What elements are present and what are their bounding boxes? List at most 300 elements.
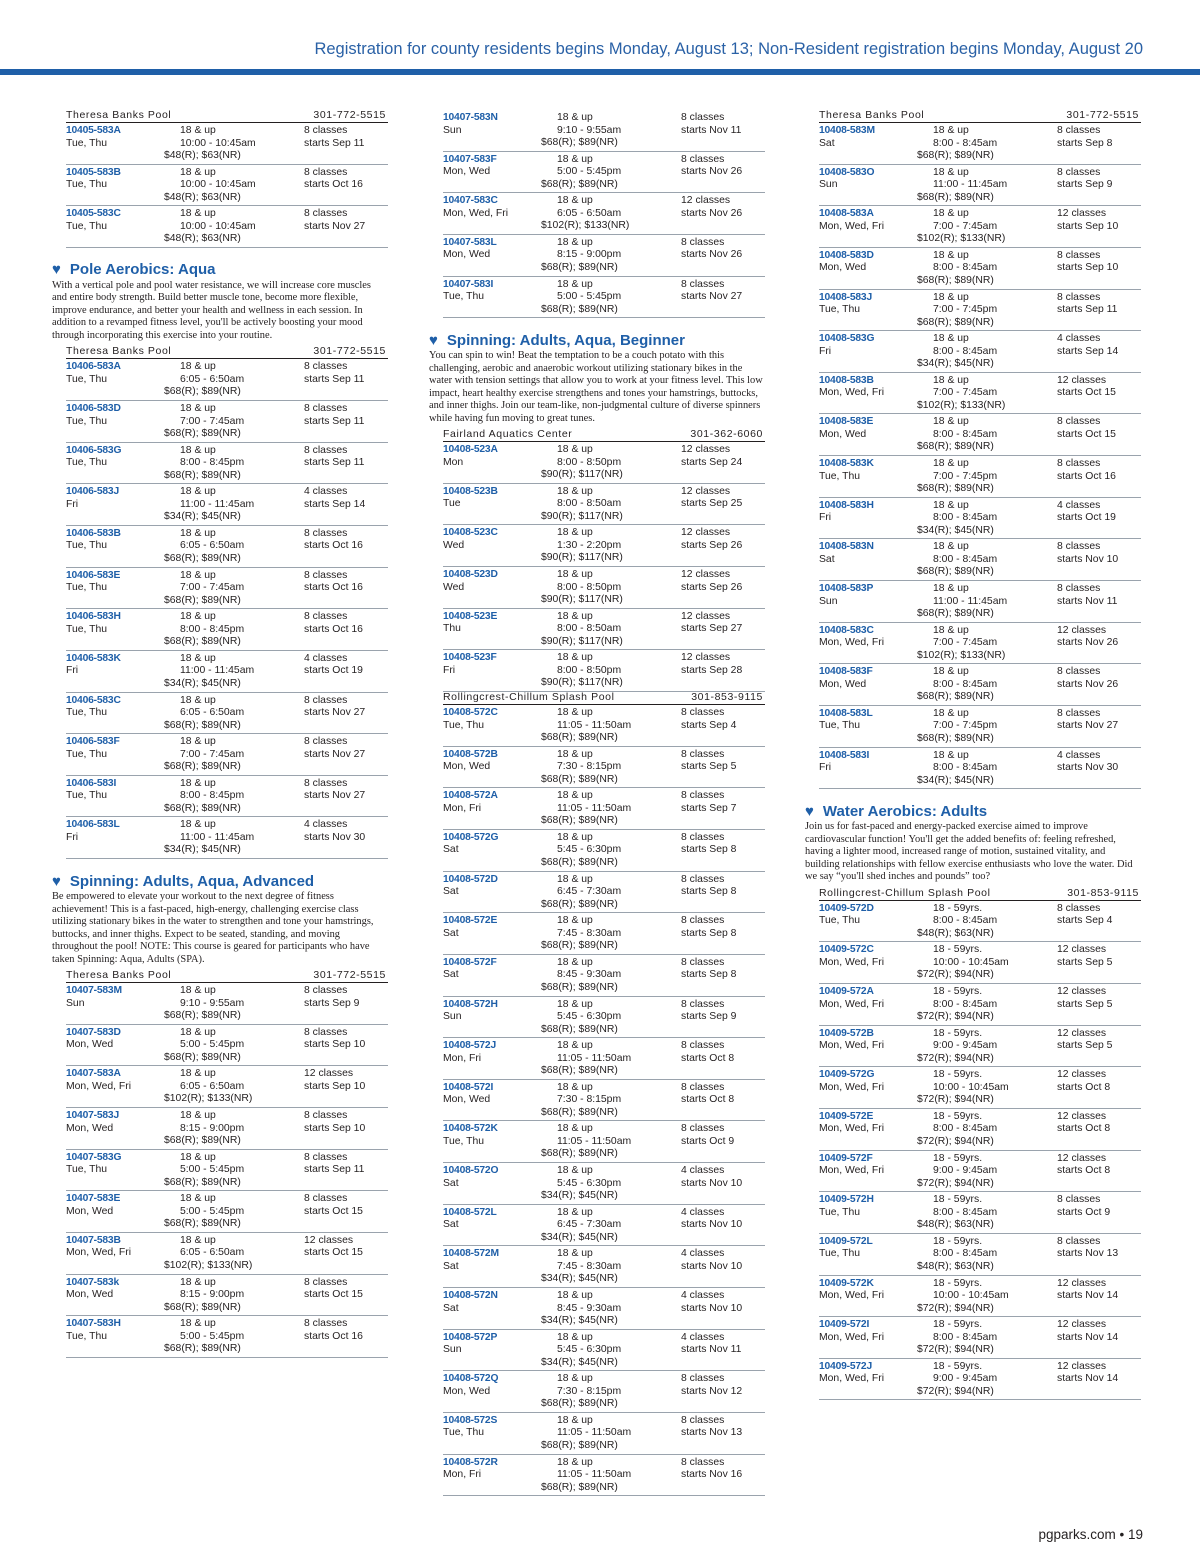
class-time: 6:05 - 6:50am [180, 707, 245, 719]
course-code[interactable]: 10406-583K [66, 652, 121, 664]
course-code[interactable]: 10409-572H [819, 1194, 874, 1206]
start-date: starts Oct 15 [304, 1289, 363, 1301]
course-code[interactable]: 10408-523D [443, 569, 498, 581]
class-count: 8 classes [1057, 416, 1101, 428]
course-code[interactable]: 10408-572R [443, 1456, 498, 1468]
age-range: 18 & up [180, 736, 216, 748]
course-code[interactable]: 10407-583N [443, 112, 498, 123]
course-code[interactable]: 10408-572M [443, 1248, 499, 1260]
age-range: 18 & up [557, 610, 593, 622]
class-time: 10:00 - 10:45am [180, 179, 256, 191]
class-count: 12 classes [304, 1068, 354, 1080]
location-phone: 301-772-5515 [313, 109, 386, 121]
class-row [819, 290, 1141, 332]
location-phone: 301-853-9115 [691, 691, 763, 704]
course-code[interactable]: 10409-572L [819, 1235, 873, 1247]
class-count: 8 classes [304, 1110, 348, 1122]
class-fee: $102(R); $133(NR) [164, 1093, 253, 1105]
age-range: 18 & up [557, 1123, 593, 1135]
start-date: starts Nov 27 [1057, 720, 1119, 732]
class-count: 12 classes [1057, 1110, 1107, 1122]
course-code[interactable]: 10408-583N [819, 541, 874, 553]
class-count: 8 classes [304, 1318, 348, 1330]
course-code[interactable]: 10409-572B [819, 1027, 874, 1039]
class-fee: $72(R); $94(NR) [917, 1052, 994, 1064]
section-title-text: Spinning: Adults, Aqua, Advanced [69, 872, 315, 890]
course-code[interactable]: 10406-583H [66, 611, 121, 623]
age-range: 18 - 59yrs. [933, 1277, 983, 1289]
start-date: starts Oct 16 [304, 1330, 363, 1342]
class-row [66, 609, 388, 651]
course-code[interactable]: 10407-583F [443, 153, 497, 165]
class-time: 5:45 - 6:30pm [557, 844, 622, 856]
class-count: 8 classes [304, 208, 348, 220]
course-code[interactable]: 10408-572O [443, 1165, 499, 1177]
start-date: starts Nov 26 [681, 207, 743, 219]
class-count: 4 classes [1057, 333, 1101, 345]
class-count: 8 classes [681, 748, 725, 760]
class-days: Mon [443, 456, 464, 468]
class-row [819, 748, 1141, 790]
class-count: 8 classes [681, 873, 725, 885]
course-code[interactable]: 10408-583G [819, 333, 875, 345]
course-code[interactable]: 10408-583P [819, 583, 874, 595]
class-row [443, 1038, 765, 1080]
course-code[interactable]: 10409-572J [819, 1360, 872, 1372]
age-range: 18 & up [933, 291, 969, 303]
age-range: 18 & up [557, 236, 593, 248]
class-days: Fri [443, 664, 456, 676]
class-time: 9:00 - 9:45am [933, 1373, 998, 1385]
course-code[interactable]: 10406-583B [66, 527, 121, 539]
class-time: 8:00 - 8:45am [933, 678, 998, 690]
age-range: 18 & up [180, 694, 216, 706]
class-count: 8 classes [1057, 1194, 1101, 1206]
age-range: 18 & up [933, 666, 969, 678]
age-range: 18 & up [933, 166, 969, 178]
location-name: Rollingcrest-Chillum Splash Pool [443, 691, 615, 704]
class-time: 11:05 - 11:50am [557, 719, 632, 731]
class-count: 8 classes [304, 166, 348, 178]
course-code[interactable]: 10409-572G [819, 1069, 875, 1081]
start-date: starts Oct 19 [1057, 512, 1116, 524]
class-days: Mon, Wed, Fri [819, 220, 885, 232]
age-range: 18 - 59yrs. [933, 1235, 983, 1247]
class-count: 8 classes [681, 278, 725, 290]
location-header [66, 110, 388, 123]
class-fee: $102(R); $133(NR) [164, 1259, 253, 1271]
location-header [66, 346, 388, 359]
class-row [443, 1205, 765, 1247]
class-time: 5:45 - 6:30pm [557, 1011, 622, 1023]
age-range: 18 - 59yrs. [933, 1110, 983, 1122]
course-code[interactable]: 10408-572I [443, 1081, 494, 1093]
course-code[interactable]: 10409-572D [819, 902, 874, 914]
course-code[interactable]: 10408-583M [819, 125, 875, 136]
course-code[interactable]: 10406-583G [66, 444, 122, 456]
class-days: Tue, Thu [443, 1135, 485, 1147]
class-count: 8 classes [681, 998, 725, 1010]
course-code[interactable]: 10407-583C [443, 195, 498, 207]
course-code[interactable]: 10408-572B [443, 748, 498, 760]
class-count: 8 classes [681, 915, 725, 927]
class-time: 8:00 - 8:45am [933, 262, 998, 274]
course-code[interactable]: 10408-583K [819, 458, 874, 470]
course-code[interactable]: 10408-572C [443, 707, 498, 719]
age-range: 18 - 59yrs. [933, 1360, 983, 1372]
age-range: 18 & up [557, 956, 593, 968]
course-code[interactable]: 10406-583A [66, 361, 121, 373]
course-code[interactable]: 10409-572A [819, 986, 874, 998]
age-range: 18 & up [180, 1110, 216, 1122]
class-days: Tue, Thu [66, 179, 108, 191]
course-code[interactable]: 10407-583H [66, 1318, 121, 1330]
course-code[interactable]: 10405-583A [66, 125, 121, 136]
start-date: starts Oct 16 [304, 179, 363, 191]
class-time: 6:05 - 6:50am [180, 1247, 245, 1259]
class-count: 8 classes [1057, 583, 1101, 595]
class-time: 8:15 - 9:00pm [180, 1289, 245, 1301]
class-time: 11:00 - 11:45am [180, 665, 255, 677]
start-date: starts Nov 11 [681, 1344, 742, 1356]
start-date: starts Nov 27 [304, 748, 366, 760]
class-time: 9:00 - 9:45am [933, 1165, 998, 1177]
course-code[interactable]: 10407-583M [66, 985, 122, 997]
course-code[interactable]: 10408-523A [443, 444, 498, 456]
class-row [443, 1080, 765, 1122]
course-code[interactable]: 10408-572G [443, 831, 499, 843]
column-middle [429, 110, 765, 1496]
class-time: 6:45 - 7:30am [557, 886, 622, 898]
class-fee: $34(R); $45(NR) [164, 677, 241, 689]
course-code[interactable]: 10406-583F [66, 736, 120, 748]
class-fee: $72(R); $94(NR) [917, 1135, 994, 1147]
course-code[interactable]: 10409-572K [819, 1277, 874, 1289]
age-range: 18 & up [557, 873, 593, 885]
age-range: 18 - 59yrs. [933, 1194, 983, 1206]
class-days: Fri [819, 762, 832, 774]
class-row [819, 942, 1141, 984]
class-row [66, 1025, 388, 1067]
course-code[interactable]: 10407-583B [66, 1234, 121, 1246]
class-row [66, 401, 388, 443]
class-count: 12 classes [1057, 1027, 1107, 1039]
class-count: 12 classes [1057, 624, 1107, 636]
class-time: 5:45 - 6:30pm [557, 1344, 622, 1356]
class-time: 8:00 - 8:45am [933, 915, 998, 927]
class-days: Mon, Wed, Fri [819, 1081, 885, 1093]
class-fee: $90(R); $117(NR) [541, 635, 623, 647]
class-count: 8 classes [1057, 458, 1101, 470]
course-code[interactable]: 10408-583I [819, 749, 870, 761]
course-code[interactable]: 10408-523C [443, 527, 498, 539]
course-code[interactable]: 10408-583B [819, 374, 874, 386]
class-count: 4 classes [304, 652, 348, 664]
course-code[interactable]: 10409-572C [819, 944, 874, 956]
course-code[interactable]: 10408-572J [443, 1040, 496, 1052]
class-row [443, 1288, 765, 1330]
age-range: 18 & up [933, 416, 969, 428]
start-date: starts Oct 8 [681, 1094, 735, 1106]
course-code[interactable]: 10406-583L [66, 819, 120, 831]
class-days: Sun [443, 1344, 462, 1356]
class-row [66, 693, 388, 735]
class-row [443, 650, 765, 692]
class-fee: $72(R); $94(NR) [917, 969, 994, 981]
class-days: Tue, Thu [443, 1427, 485, 1439]
class-days: Fri [819, 345, 832, 357]
section-description: With a vertical pole and pool water resistance, we will increase core muscles and entire body strength. Build better muscle tone, become more flexible, improve endurance, and better your health and wellness in each session. In addition to a revamped fitness level, you'll be actively boosting your mood through incorporating this exercise into your routine. [52, 279, 371, 341]
column-right [805, 110, 1141, 1400]
class-time: 8:00 - 8:50pm [557, 581, 622, 593]
class-row [66, 206, 388, 248]
course-code[interactable]: 10408-572A [443, 790, 498, 802]
start-date: starts Oct 15 [1057, 387, 1116, 399]
class-days: Sat [443, 1260, 459, 1272]
course-code[interactable]: 10406-583J [66, 486, 119, 498]
class-time: 7:00 - 7:45pm [933, 470, 998, 482]
age-range: 18 - 59yrs. [933, 1069, 983, 1081]
course-code[interactable]: 10408-572E [443, 915, 498, 927]
class-time: 8:00 - 8:45am [933, 762, 998, 774]
class-fee: $68(R); $89(NR) [917, 608, 994, 620]
class-fee: $68(R); $89(NR) [164, 802, 241, 814]
age-range: 18 & up [557, 748, 593, 760]
class-days: Mon, Wed [443, 249, 491, 261]
page-header [0, 38, 1200, 78]
class-time: 11:05 - 11:50am [557, 1427, 632, 1439]
class-row [66, 651, 388, 693]
start-date: starts Nov 27 [304, 220, 366, 232]
age-range: 18 & up [557, 998, 593, 1010]
course-code[interactable]: 10408-583F [819, 666, 873, 678]
course-code[interactable]: 10408-572N [443, 1290, 498, 1302]
start-date: starts Nov 10 [681, 1302, 743, 1314]
class-days: Tue, Thu [66, 790, 108, 802]
start-date: starts Nov 16 [681, 1469, 743, 1481]
start-date: starts Sep 10 [304, 1039, 366, 1051]
course-code[interactable]: 10406-583E [66, 569, 121, 581]
class-days: Sun [443, 124, 462, 136]
course-code[interactable]: 10407-583E [66, 1193, 121, 1205]
class-time: 8:00 - 8:50pm [557, 664, 622, 676]
start-date: starts Sep 14 [1057, 345, 1119, 357]
class-fee: $68(R); $89(NR) [541, 815, 618, 827]
age-range: 18 - 59yrs. [933, 1027, 983, 1039]
class-days: Tue, Thu [819, 915, 861, 927]
class-row [66, 165, 388, 207]
age-range: 18 & up [557, 1081, 593, 1093]
course-code[interactable]: 10408-583C [819, 624, 874, 636]
location-phone: 301-772-5515 [313, 969, 386, 982]
class-time: 8:00 - 8:45am [933, 512, 998, 524]
class-row [66, 359, 388, 401]
class-fee: $68(R); $89(NR) [164, 719, 241, 731]
location-phone: 301-772-5515 [313, 345, 386, 358]
class-fee: $102(R); $133(NR) [917, 399, 1006, 411]
age-range: 18 & up [557, 444, 593, 456]
class-count: 8 classes [304, 694, 348, 706]
class-days: Fri [819, 512, 832, 524]
course-code[interactable]: 10408-572H [443, 998, 498, 1010]
class-row [66, 1108, 388, 1150]
start-date: starts Nov 14 [1057, 1373, 1119, 1385]
class-time: 7:00 - 7:45am [180, 748, 245, 760]
course-code[interactable]: 10405-583B [66, 166, 121, 178]
course-code[interactable]: 10407-583J [66, 1110, 119, 1122]
course-code[interactable]: 10408-572D [443, 873, 498, 885]
class-time: 6:05 - 6:50am [180, 1080, 245, 1092]
class-count: 12 classes [1057, 986, 1107, 998]
class-row [443, 484, 765, 526]
class-count: 8 classes [304, 1151, 348, 1163]
course-code[interactable]: 10407-583L [443, 236, 497, 248]
class-time: 11:00 - 11:45am [180, 831, 255, 843]
class-time: 8:45 - 9:30am [557, 1302, 622, 1314]
class-days: Wed [443, 539, 465, 551]
class-fee: $34(R); $45(NR) [917, 524, 994, 536]
course-code[interactable]: 10406-583D [66, 403, 121, 415]
course-code[interactable]: 10407-583I [443, 278, 494, 290]
class-days: Mon, Wed [443, 166, 491, 178]
class-count: 8 classes [681, 1081, 725, 1093]
start-date: starts Nov 11 [681, 124, 742, 136]
course-code[interactable]: 10408-583H [819, 499, 874, 511]
class-fee: $68(R); $89(NR) [541, 981, 618, 993]
class-row [443, 567, 765, 609]
class-days: Tue, Thu [66, 1330, 108, 1342]
class-fee: $68(R); $89(NR) [541, 178, 618, 190]
class-fee: $68(R); $89(NR) [541, 732, 618, 744]
class-time: 10:00 - 10:45am [180, 220, 256, 232]
class-row [819, 498, 1141, 540]
class-row [66, 1275, 388, 1317]
course-code[interactable]: 10408-583E [819, 416, 874, 428]
start-date: starts Sep 4 [1057, 915, 1113, 927]
class-fee: $34(R); $45(NR) [541, 1190, 618, 1202]
class-time: 6:05 - 6:50am [180, 373, 245, 385]
heart-icon: ♥ [52, 872, 61, 890]
class-row [819, 901, 1141, 943]
course-code[interactable]: 10408-583J [819, 291, 872, 303]
class-days: Thu [443, 623, 461, 635]
course-code[interactable]: 10408-583L [819, 707, 873, 719]
course-code[interactable]: 10407-583k [66, 1276, 119, 1288]
class-fee: $68(R); $89(NR) [541, 856, 618, 868]
class-days: Fri [66, 498, 79, 510]
section-title-text: Pole Aerobics: Aqua [69, 261, 216, 279]
class-count: 4 classes [681, 1248, 725, 1260]
start-date: starts Nov 12 [681, 1385, 743, 1397]
class-count: 8 classes [681, 707, 725, 719]
start-date: starts Sep 8 [681, 969, 737, 981]
class-fee: $68(R); $89(NR) [917, 566, 994, 578]
class-count: 12 classes [1057, 1152, 1107, 1164]
course-code[interactable]: 10408-523F [443, 652, 497, 664]
class-days: Tue, Thu [819, 304, 861, 316]
section-title-text: Water Aerobics: Adults [822, 802, 988, 820]
course-code[interactable]: 10408-583D [819, 249, 874, 261]
class-count: 8 classes [1057, 541, 1101, 553]
class-count: 12 classes [681, 444, 731, 456]
course-code[interactable]: 10408-572S [443, 1414, 498, 1426]
class-count: 12 classes [681, 195, 731, 207]
class-time: 7:30 - 8:15pm [557, 1094, 622, 1106]
course-code[interactable]: 10408-523B [443, 485, 498, 497]
class-fee: $68(R); $89(NR) [917, 191, 994, 203]
course-code[interactable]: 10406-583C [66, 694, 121, 706]
class-fee: $72(R); $94(NR) [917, 1302, 994, 1314]
course-code[interactable]: 10408-572K [443, 1123, 498, 1135]
start-date: starts Nov 26 [681, 166, 743, 178]
class-fee: $68(R); $89(NR) [917, 441, 994, 453]
age-range: 18 & up [180, 1234, 216, 1246]
start-date: starts Nov 11 [1057, 595, 1118, 607]
course-code[interactable]: 10408-583O [819, 166, 875, 178]
class-count: 8 classes [681, 153, 725, 165]
course-code[interactable]: 10408-523E [443, 610, 498, 622]
age-range: 18 & up [180, 819, 216, 831]
class-days: Mon, Wed, Fri [66, 1080, 132, 1092]
class-count: 8 classes [304, 777, 348, 789]
class-time: 8:00 - 8:45am [933, 1206, 998, 1218]
course-code[interactable]: 10406-583I [66, 777, 117, 789]
age-range: 18 & up [933, 249, 969, 261]
class-time: 7:00 - 7:45pm [933, 304, 998, 316]
course-code[interactable]: 10409-572E [819, 1110, 874, 1122]
class-row [443, 955, 765, 997]
course-code[interactable]: 10409-572I [819, 1319, 870, 1331]
course-code[interactable]: 10408-572Q [443, 1373, 499, 1385]
age-range: 18 & up [180, 569, 216, 581]
class-count: 8 classes [304, 403, 348, 415]
class-fee: $68(R); $89(NR) [164, 594, 241, 606]
age-range: 18 & up [180, 527, 216, 539]
location-name: Theresa Banks Pool [66, 969, 172, 982]
class-time: 11:00 - 11:45am [933, 595, 1008, 607]
class-row [443, 1371, 765, 1413]
class-days: Sun [66, 997, 85, 1009]
course-code[interactable]: 10407-583A [66, 1068, 121, 1080]
class-fee: $68(R); $89(NR) [541, 898, 618, 910]
location-name: Fairland Aquatics Center [443, 428, 573, 441]
course-code[interactable]: 10408-583A [819, 208, 874, 220]
course-code[interactable]: 10408-572F [443, 956, 497, 968]
start-date: starts Sep 28 [681, 664, 743, 676]
class-days: Tue, Thu [819, 470, 861, 482]
class-fee: $68(R); $89(NR) [164, 1218, 241, 1230]
course-code[interactable]: 10408-572L [443, 1206, 497, 1218]
class-time: 7:30 - 8:15pm [557, 1385, 622, 1397]
section-title [429, 330, 765, 350]
class-days: Sat [819, 137, 835, 149]
class-fee: $102(R); $133(NR) [541, 220, 630, 232]
location-header [819, 888, 1141, 901]
course-code[interactable]: 10407-583D [66, 1026, 121, 1038]
class-row [66, 734, 388, 776]
age-range: 18 & up [180, 166, 216, 178]
class-count: 12 classes [1057, 944, 1107, 956]
class-days: Mon, Wed [66, 1205, 114, 1217]
course-code[interactable]: 10405-583C [66, 208, 121, 220]
start-date: starts Oct 19 [304, 665, 363, 677]
start-date: starts Sep 5 [1057, 1040, 1113, 1052]
class-days: Mon, Wed [66, 1039, 114, 1051]
course-code[interactable]: 10408-572P [443, 1331, 498, 1343]
class-count: 12 classes [1057, 1069, 1107, 1081]
course-code[interactable]: 10407-583G [66, 1151, 122, 1163]
course-code[interactable]: 10409-572F [819, 1152, 873, 1164]
